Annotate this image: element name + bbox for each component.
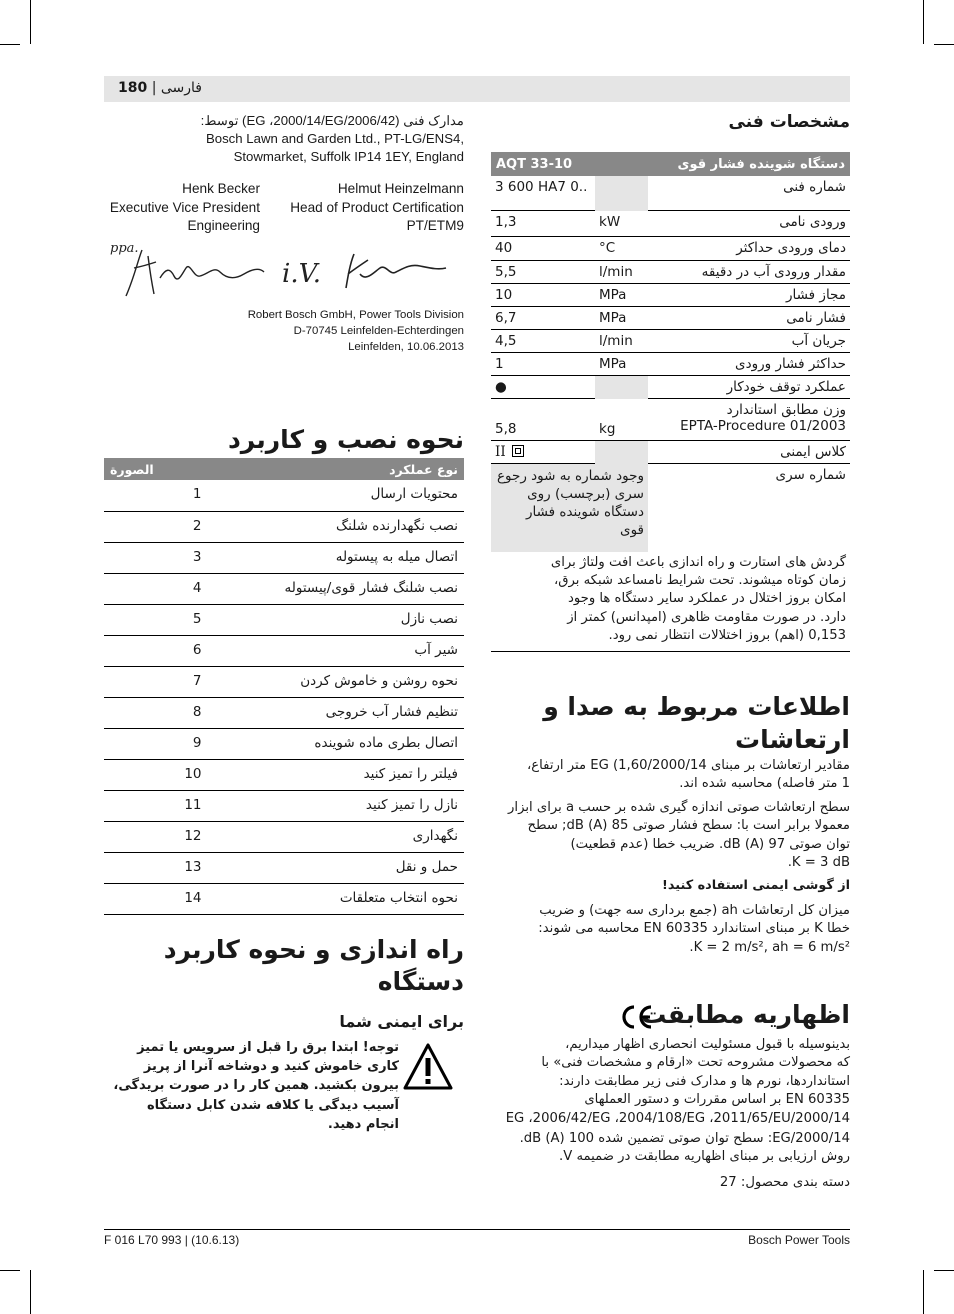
spec-label: فشار نامی [648,306,850,329]
product-category: دسته بندی محصول: 27 [719,1175,850,1190]
noise-paragraph-3 [491,902,850,957]
col-figure: الصورة [104,458,208,480]
row-figure: 12 [104,821,208,852]
spec-label-line: EPTA-Procedure 01/2003 [680,417,846,434]
row-label: تنظیم فشار آب خروجی [208,697,464,728]
assembly-table-header [104,458,464,480]
conformity-line: که محصولات مشروحه تحت «ارقام و مشخصات فنی» با [541,1055,850,1071]
serial-note-line: قوی [620,521,644,538]
declaration-line: Bosch Lawn and Garden Ltd., PT-LG/ENS4, [205,131,464,146]
specs-device-label: دستگاه شوینده فشار قوی [648,152,850,176]
spec-label: مقدار ورودی آب در دقیقه [648,260,850,283]
specs-table [491,152,850,552]
noise-paragraph-1 [491,757,850,794]
spec-label: شماره فنی [648,176,850,210]
noise-line: میزان کل ارتعاشات ah (جمع برداری سه جهت) و ضریب [539,903,850,918]
table-row [491,236,850,260]
crop-mark [0,44,20,45]
page-header [104,76,850,102]
signer-title: Engineering [187,218,260,233]
assembly-table [104,458,464,915]
row-label: محتویات ارسال [208,480,464,511]
row-figure: 2 [104,511,208,542]
spec-value: 1,3 [491,210,595,236]
declaration-block [104,112,464,166]
table-row [491,176,850,210]
table-row [104,697,464,728]
signer-name: Henk Becker [182,181,260,196]
table-row [491,329,850,352]
signatures-image [104,238,464,304]
company-line: Leinfelden, 10.06.2013 [348,341,464,353]
spec-label: شماره سری [775,466,846,483]
table-row [104,728,464,759]
spec-unit: MPa [595,352,648,375]
spec-value: ● [491,375,595,398]
signer-heinzelmann [290,180,464,236]
spec-value: 1 [491,352,595,375]
voltage-note-line: گردش های استارت و راه اندازی باعث افت ولتاژ برای [550,555,846,570]
spec-value: 3 600 HA7 0.. [491,176,595,210]
footer-brand: Bosch Power Tools [748,1233,850,1247]
voltage-note-line: امکان بروز اختلال در عملکرد سایر دستگاه ها وجود [567,591,846,607]
row-figure: 9 [104,728,208,759]
spec-unit [595,375,648,398]
noise-title-line: ارتعاشات [735,725,850,754]
table-row [104,852,464,883]
spec-unit: l/min [595,329,648,352]
spec-unit: °C [595,236,648,260]
row-figure: 8 [104,697,208,728]
header-language: فارسی [160,80,202,96]
table-row [491,440,850,463]
row-label: نصب نگهدارنده شلنگ [208,511,464,542]
signer-title: Head of Product Certification [290,199,464,215]
conformity-paragraph-1 [491,1036,850,1128]
spec-unit [595,440,648,463]
conformity-line: 2000/14/EG ،2006/42/EG ،2004/108/EG ،2011/65/EU [505,1110,850,1126]
spec-value: 4,5 [491,329,595,352]
conformity-paragraph-2 [491,1130,850,1167]
signers [104,180,464,236]
row-figure: 1 [104,480,208,511]
signature-prefix: ppa. [110,241,139,256]
noise-line: خطا K بر مبنای استاندارد EN 60335 محاسبه می شوند: [538,921,850,937]
crop-mark [934,44,954,45]
operation-title-line: راه اندازی و نحوه کاربرد [163,935,464,964]
table-row [104,821,464,852]
row-label: نگهداری [208,821,464,852]
spec-label [648,398,850,440]
row-figure: 5 [104,604,208,635]
crop-mark [30,0,31,44]
spec-value: 5,8 [491,398,595,440]
declaration-line: Stowmarket, Suffolk IP14 1EY, England [233,149,464,164]
footer-doc-number: F 016 L70 993 | (10.6.13) [104,1233,240,1247]
spec-label: دمای ورودی حداکثر [648,236,850,260]
spec-label: عملکرد توقف خودکار [648,375,850,398]
ce-mark-icon [619,1004,653,1030]
signature-iv: i.V. [282,259,322,289]
spec-value: 10 [491,283,595,306]
protection-class-text: II [495,443,506,460]
header-separator: | [151,80,157,96]
warning-line: بیرون بکشید. همین کار را در صورت بریدگی، [113,1078,399,1094]
voltage-note-line: دارد. در صورت مقاومت ظاهری (امپدانس) کمتر از [567,609,846,625]
table-row [104,542,464,573]
noise-paragraph-2 [491,799,850,873]
voltage-note-line: 0,153 (اهم) بروز اختلالات انتظار نمی رود. [608,627,846,643]
signer-name: Helmut Heinzelmann [337,181,464,196]
conformity-line: 2000/14/EG: سطح توان صوتی تضمین شده 100 dB (A). [519,1131,850,1146]
crop-mark [0,1270,20,1271]
warning-line: آسیب دیدگی یا کلافه شدن کابل دستگاه [146,1097,399,1113]
serial-note-line: وجود شماره به شود رجوع [496,467,644,484]
table-row [104,635,464,666]
row-figure: 10 [104,759,208,790]
serial-note-line: سری (برچسب) روی [527,485,644,502]
spec-unit: MPa [595,283,648,306]
specs-table-header [491,152,850,176]
table-row [104,573,464,604]
noise-title [491,690,850,756]
table-row [104,883,464,914]
double-insulation-icon [512,445,524,457]
row-figure: 6 [104,635,208,666]
warning-text [99,1038,399,1134]
signer-title: PT/ETM9 [406,218,464,233]
spec-label: جریان آب [648,329,850,352]
table-row [491,283,850,306]
spec-unit [595,176,648,210]
left-column [104,112,464,1132]
spec-label: حداکثر فشار ورودی [648,352,850,375]
noise-title-line: اطلاعات مربوط به صدا و [543,692,850,721]
table-row [491,463,850,551]
declaration-line: مدارک فنی (2006/42/EG ،2000/14/EG) توسط: [200,113,464,128]
row-figure: 4 [104,573,208,604]
conformity-line: EN 60335 بر اساس مقررات و دستور العملهای [584,1092,850,1108]
table-row [104,511,464,542]
page-number-block [118,80,202,96]
voltage-note-line: زمان کوتاه میشوند. تحت شرایط نامساعد شبکه برق، [553,573,846,589]
spec-value: 5,5 [491,260,595,283]
specs-title: مشخصات فنی [728,112,850,132]
row-figure: 7 [104,666,208,697]
noise-line: سطح ارتعاشات صوتی اندازه گیری شده بر حسب a برای ابزار [508,800,850,815]
row-label: نازل را تمیز کنید [208,790,464,821]
row-label: نصب نازل [208,604,464,635]
spec-unit: kg [595,398,648,440]
warning-line: انجام دهید. [327,1116,399,1132]
page-footer [104,1229,850,1247]
row-figure: 14 [104,883,208,914]
row-label: نحوه روشن و خاموش کردن [208,666,464,697]
row-figure: 3 [104,542,208,573]
serial-note [491,463,648,551]
page-number: 180 [118,80,148,96]
row-figure: 11 [104,790,208,821]
conformity-line: بدینوسیله با قبول مسئولیت انحصاری اظهار میداریم، [565,1037,850,1052]
noise-line: معمولا برابر است با: سطح فشار صوتی 85 dB (A); سطح [527,818,850,834]
row-figure: 13 [104,852,208,883]
table-row [491,260,850,283]
table-row [104,759,464,790]
row-label: نحوه انتخاب متعلقات [208,883,464,914]
noise-line: مقادیر ارتعاشات بر مبنای 2000/14/EG (1,60 متر ارتفاع، [527,758,850,773]
safety-title: برای ایمنی شما [339,1012,464,1031]
spec-unit: kW [595,210,648,236]
col-function: نوع عملکرد [208,458,464,480]
company-address [248,307,464,355]
table-row [104,666,464,697]
spec-unit: l/min [595,260,648,283]
warning-line: توجه! ابتدا برق را قبل از سرویس یا تمیز [137,1040,399,1055]
spec-label: کلاس ایمنی [648,440,850,463]
table-row [491,210,850,236]
operation-title-line: دستگاه [377,967,464,996]
serial-note-line: دستگاه شوینده فشار [525,503,644,520]
conformity-title: اظهاریه مطابقت [641,1000,850,1029]
table-row [491,398,850,440]
noise-line: K = 3 dB. [787,855,850,871]
company-line: D-70745 Leinfelden-Echterdingen [293,325,464,337]
row-label: نصب شلنگ فشار قوی/پیستوله [208,573,464,604]
spec-value: 6,7 [491,306,595,329]
table-row [104,790,464,821]
warning-line: کاری خاموش کنید و دوشاخه آنرا از پریز [143,1059,399,1075]
table-row [104,480,464,511]
noise-line: توان صوتی 97 dB (A). ضریب خطا (عدم قطعیت) [570,836,850,852]
spec-label-line: وزن مطابق استاندارد [726,401,846,418]
table-row [491,352,850,375]
conformity-line: روش ارزیابی بر مبنای اظهاریه مطابقت در ضمیمه V. [559,1149,850,1165]
spec-label: مجاز فشار [648,283,850,306]
ear-protection-note: از گوشی ایمنی استفاده کنید! [662,878,850,893]
specs-model: AQT 33-10 [491,152,648,176]
ce-label: CE [619,1004,621,1005]
table-row [491,375,850,398]
spec-label: ورودی نامی [648,210,850,236]
conformity-line: استانداردها، نورم ها و مدارک فنی زیر مطابقت دارند: [559,1073,850,1089]
warning-triangle-icon [402,1042,454,1092]
table-row [491,306,850,329]
operation-title [104,934,464,998]
row-label: حمل و نقل [208,852,464,883]
row-label: شیر آب [208,635,464,666]
signer-title: Executive Vice President [109,199,260,215]
spec-value [491,440,595,463]
company-line: Robert Bosch GmbH, Power Tools Division [247,309,464,321]
assembly-title: نحوه نصب و کاربرد [227,425,464,454]
noise-line: K = 2 m/s², ah = 6 m/s². [689,939,850,955]
crop-mark [923,1270,924,1314]
signer-becker [110,180,260,236]
spec-unit: MPa [595,306,648,329]
table-row [104,604,464,635]
noise-line: 1 متر فاصله) محاسبه شده اند. [679,776,850,792]
crop-mark [923,0,924,44]
voltage-note [491,554,850,652]
row-label: اتصال بطری ماده شوینده [208,728,464,759]
row-label: اتصال میله به پیستوله [208,542,464,573]
crop-mark [934,1270,954,1271]
row-label: فیلتر را تمیز کنید [208,759,464,790]
spec-value: 40 [491,236,595,260]
crop-mark [30,1270,31,1314]
